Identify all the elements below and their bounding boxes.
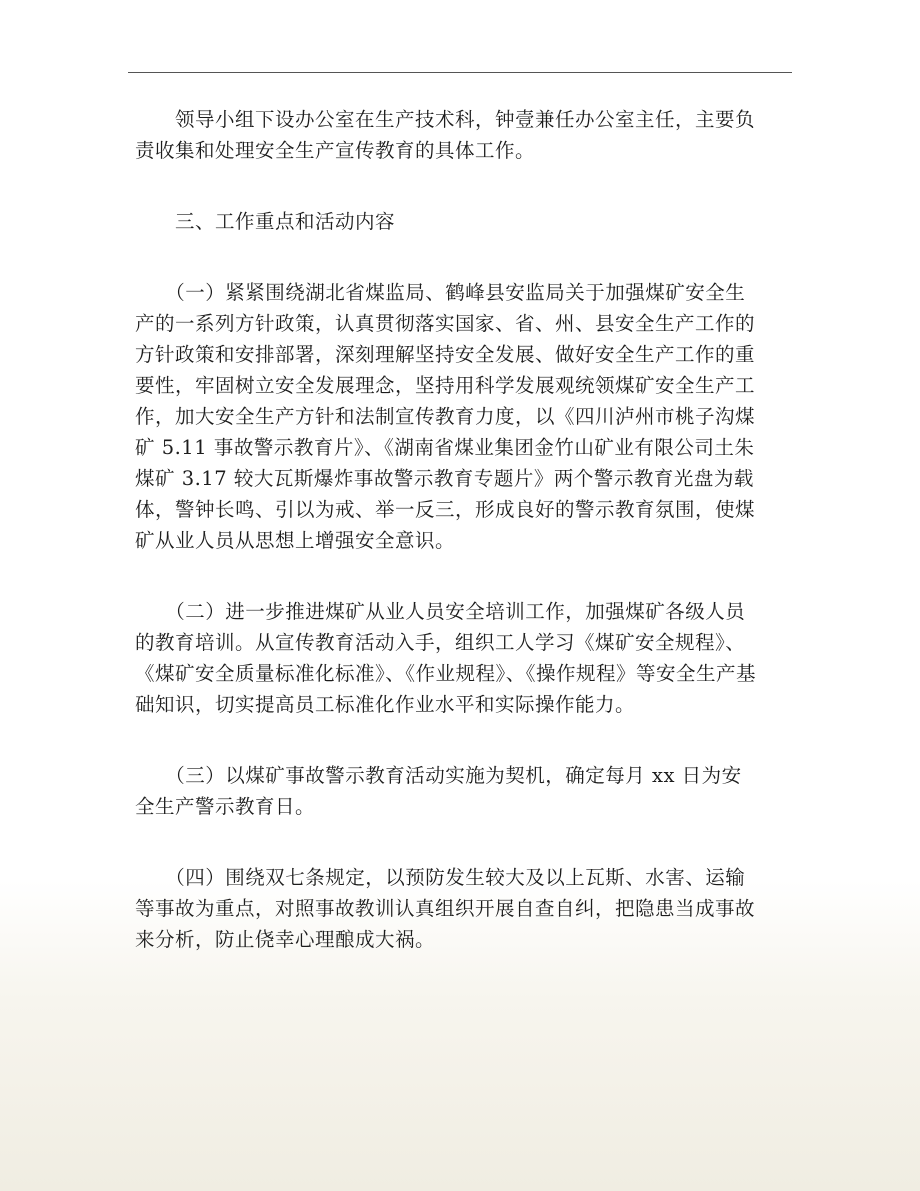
text-line: 础知识，切实提高员工标准化作业水平和实际操作能力。 [135,693,636,716]
paragraph-item-1 [135,277,790,556]
text-line: 要性，牢固树立安全发展理念，坚持用科学发展观统领煤矿安全生产工 [135,374,756,397]
text-line: （四）围绕双七条规定，以预防发生较大及以上瓦斯、水害、运输 [135,866,746,889]
text-line: （二）进一步推进煤矿从业人员安全培训工作，加强煤矿各级人员 [135,600,746,623]
paragraph-item-2 [135,596,790,720]
text-line: 方针政策和安排部署，深刻理解坚持安全发展、做好安全生产工作的重 [135,343,756,366]
text-line: 全生产警示教育日。 [135,795,316,818]
paragraph-item-3 [135,760,790,822]
text-line: 煤矿 3.17 较大瓦斯爆炸事故警示教育专题片》两个警示教育光盘为载 [135,467,754,490]
text-line: 产的一系列方针政策，认真贯彻落实国家、省、州、县安全生产工作的 [135,312,756,335]
text-line: 领导小组下设办公室在生产技术科，钟壹兼任办公室主任，主要负 [135,108,756,131]
text-line: 来分析，防止侥幸心理酿成大祸。 [135,928,436,951]
text-line: 责收集和处理安全生产宣传教育的具体工作。 [135,139,536,162]
paragraph-office-setup [135,104,790,166]
text-line: 矿 5.11 事故警示教育片》、《湖南省煤业集团金竹山矿业有限公司土朱 [135,436,755,459]
header-rule [128,72,792,73]
text-line: 等事故为重点，对照事故教训认真组织开展自查自纠，把隐患当成事故 [135,897,756,920]
text-line: 体，警钟长鸣、引以为戒、举一反三，形成良好的警示教育氛围，使煤 [135,498,756,521]
document-body [135,104,790,955]
section-heading-text: 三、工作重点和活动内容 [135,210,396,233]
text-line: 《煤矿安全质量标准化标准》、《作业规程》、《操作规程》等安全生产基 [135,662,757,685]
text-line: （三）以煤矿事故警示教育活动实施为契机，确定每月 xx 日为安 [135,764,742,787]
text-line: 矿从业人员从思想上增强安全意识。 [135,529,456,552]
text-line: 的教育培训。从宣传教育活动入手，组织工人学习《煤矿安全规程》、 [135,631,746,654]
section-heading [135,206,790,237]
text-line: 作，加大安全生产方针和法制宣传教育力度，以《四川泸州市桃子沟煤 [135,405,756,428]
paragraph-item-4 [135,862,790,955]
text-line: （一）紧紧围绕湖北省煤监局、鹤峰县安监局关于加强煤矿安全生 [135,281,746,304]
